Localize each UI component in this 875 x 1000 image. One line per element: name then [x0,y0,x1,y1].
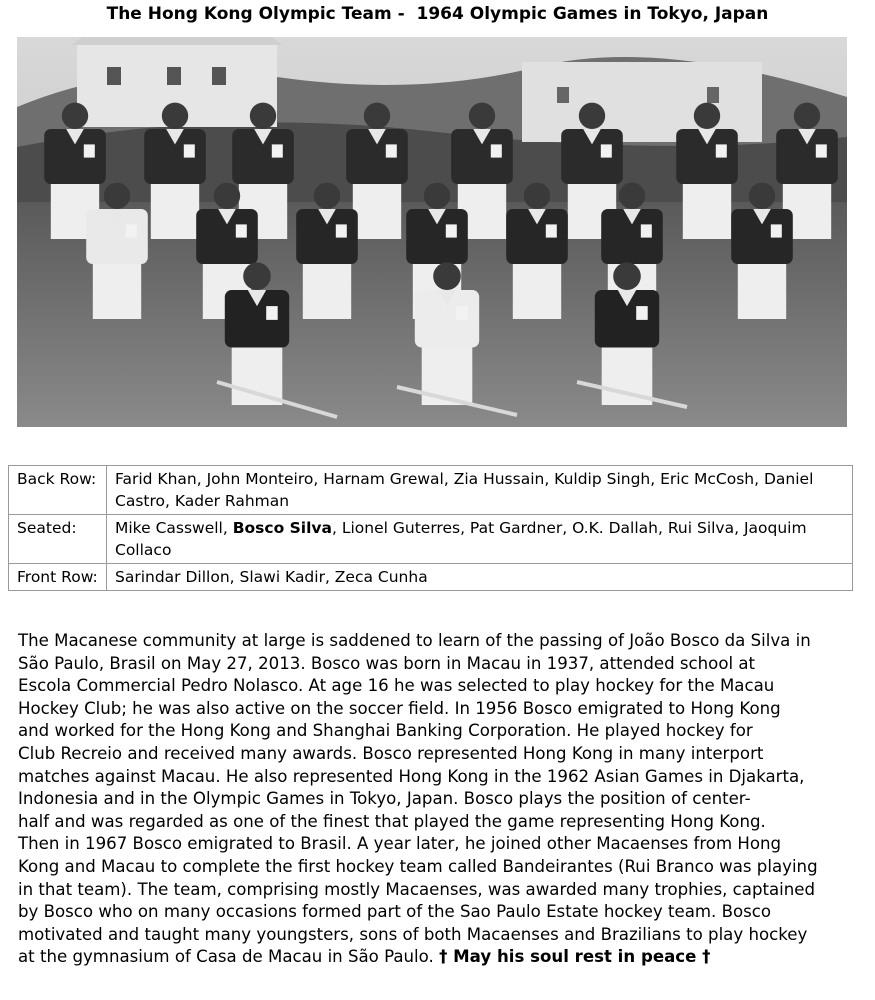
article-line: in that team). The team, comprising mostly Macaenses, was awarded many trophies, captained [18,879,816,899]
back-row-player-8-head [794,103,820,129]
seated-player-7-badge [771,224,782,237]
roster-row [9,466,853,515]
back-row-player-5-head [469,103,495,129]
front-row-player-1-badge [266,306,278,320]
back-row-player-3-badge [272,144,283,157]
roster-row [9,515,853,564]
article-line: Kong and Macau to complete the first hockey team called Bandeirantes (Rui Branco was playing [18,856,818,876]
back-row-player-4-head [364,103,390,129]
seated-player-5-badge [546,224,557,237]
article-line: Then in 1967 Bosco emigrated to Brasil. A year later, he joined other Macaenses from Hong [18,834,782,854]
back-row-player-7-head [694,103,720,129]
front-row-player-2-badge [456,306,468,320]
article-body [18,630,868,969]
seated-player-3-badge [336,224,347,237]
roster-row-names [107,515,853,564]
roster-row-label: Back Row: [9,466,107,515]
article-last-line-text: at the gymnasium of Casa de Macau in São Paulo. [18,947,440,967]
seated-player-1-head [104,183,130,209]
back-row-player-2-badge [184,144,195,157]
article-line: Indonesia and in the Olympic Games in Tokyo, Japan. Bosco plays the position of center- [18,789,751,809]
names-text: Sarindar Dillon, Slawi Kadir, Zeca Cunha [115,568,428,586]
seated-player-4-badge [446,224,457,237]
team-photo [17,37,847,427]
article-line: by Bosco who on many occasions formed part of the Sao Paulo Estate hockey team. Bosco [18,902,772,922]
seated-player-3-head [314,183,340,209]
back-row-player-2-head [162,103,188,129]
names-text: Mike Casswell, [115,519,233,537]
seated-player-7-head [749,183,775,209]
seated-player-4-head [424,183,450,209]
names-bold-text: Bosco Silva [232,519,332,537]
roster-row-label: Seated: [9,515,107,564]
front-row-player-1-head [243,262,271,290]
team-photo-image [17,37,847,427]
article-line: motivated and taught many youngsters, sons of both Macaenses and Brazilians to play hockey [18,924,808,944]
back-row-player-7-badge [716,144,727,157]
article-line: Escola Commercial Pedro Nolasco. At age 16 he was selected to play hockey for the Macau [18,676,775,696]
roster-row-names [107,564,853,591]
roster-row-names [107,466,853,515]
roster-row [9,564,853,591]
seated-player-5-head [524,183,550,209]
article-line: matches against Macau. He also represented Hong Kong in the 1962 Asian Games in Djakarta, [18,766,805,786]
article-line: Hockey Club; he was also active on the soccer field. In 1956 Bosco emigrated to Hong Kong [18,698,781,718]
front-row-player-3-badge [636,306,648,320]
article-line: The Macanese community at large is saddened to learn of the passing of João Bosco da Silva in [18,631,811,650]
front-row-player-2-head [433,262,461,290]
names-text-after: , Lionel Guterres, Pat Gardner, O.K. Dallah, Rui Silva, Jaoquim Collaco [115,519,807,559]
seated-player-1-badge [126,224,137,237]
roster-table [8,465,853,591]
seated-player-6-badge [641,224,652,237]
back-row-player-5-badge [491,144,502,157]
names-text: Farid Khan, John Monteiro, Harnam Grewal, Zia Hussain, Kuldip Singh, Eric McCosh, Daniel Castro, Kader Rahman [115,470,814,510]
back-row-player-4-badge [386,144,397,157]
article-line: Club Recreio and received many awards. Bosco represented Hong Kong in many interport [18,743,764,763]
back-row-player-8-badge [816,144,827,157]
page-title: The Hong Kong Olympic Team - 1964 Olympic Games in Tokyo, Japan [106,4,769,24]
back-row-player-6-badge [601,144,612,157]
back-row-player-1-head [62,103,88,129]
article-line: São Paulo, Brasil on May 27, 2013. Bosco was born in Macau in 1937, attended school at [18,653,756,673]
article-line: and worked for the Hong Kong and Shanghai Banking Corporation. He played hockey for [18,721,753,741]
seated-player-6-head [619,183,645,209]
roster-row-label: Front Row: [9,564,107,591]
front-row-player-3-head [613,262,641,290]
closing-blessing: † May his soul rest in peace † [439,947,711,967]
back-row-player-3-head [250,103,276,129]
article-last-line [18,946,868,969]
seated-player-2-head [214,183,240,209]
back-row-player-1-badge [84,144,95,157]
article-line: half and was regarded as one of the finest that played the game representing Hong Kong. [18,811,766,831]
seated-player-2-badge [236,224,247,237]
back-row-player-6-head [579,103,605,129]
